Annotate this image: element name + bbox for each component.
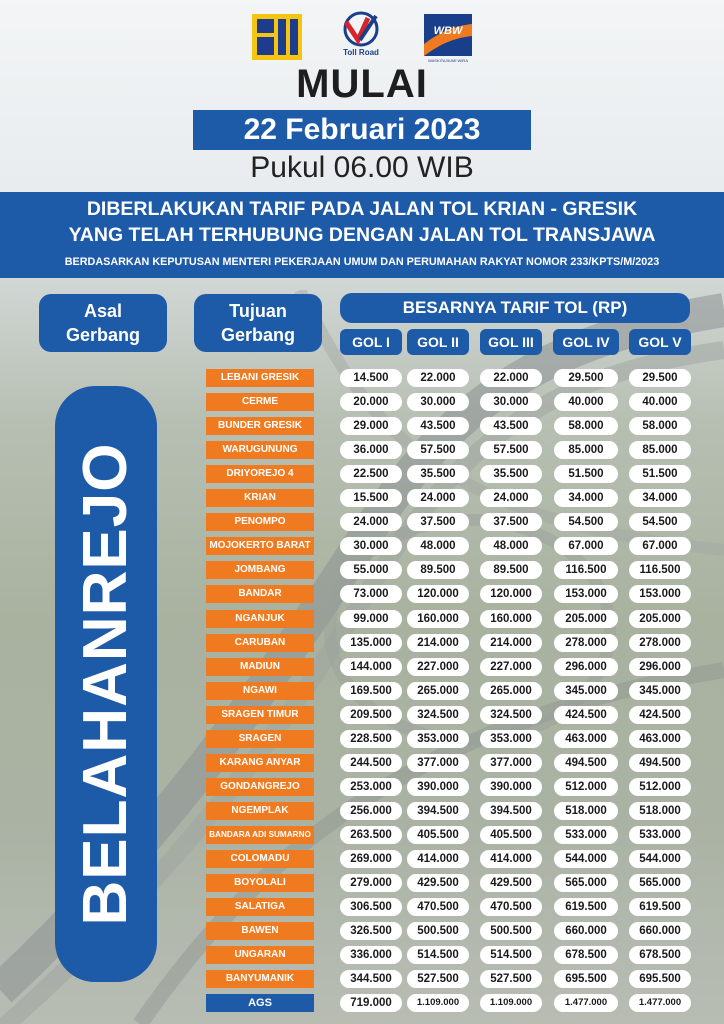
tariff-gol-2: 470.500 (407, 898, 469, 916)
header-tujuan-line1: Tujuan (229, 301, 287, 321)
tariff-gol-3: 30.000 (480, 393, 542, 411)
start-time: Pukul 06.00 WIB (250, 151, 474, 184)
tariff-gol-5: 34.000 (629, 489, 691, 507)
toll-road-label: Toll Road (343, 48, 379, 57)
tariff-gol-2: 527.500 (407, 970, 469, 988)
header-tujuan-line2: Gerbang (220, 325, 295, 345)
banner-decree: BERDASARKAN KEPUTUSAN MENTERI PEKERJAAN UMUM DAN PERUMAHAN RAKYAT NOMOR 233/KPTS/M/2023 (64, 256, 660, 268)
tariff-gol-5: 660.000 (629, 922, 691, 940)
tariff-gol-3: 265.000 (480, 682, 542, 700)
destination-gate: NGAWI (206, 682, 314, 700)
tariff-gol-4: 1.477.000 (554, 994, 618, 1012)
destination-gate: LEBANI GRESIK (206, 369, 314, 387)
tariff-gol-2: 405.500 (407, 826, 469, 844)
tariff-gol-1: 263.500 (340, 826, 402, 844)
destination-gate: CERME (206, 393, 314, 411)
tariff-gol-4: 205.000 (554, 610, 618, 628)
tariff-gol-4: 58.000 (554, 417, 618, 435)
tariff-gol-4: 660.000 (554, 922, 618, 940)
tariff-gol-4: 345.000 (554, 682, 618, 700)
header-gol-2: GOL II (407, 329, 469, 355)
header-asal-line2: Gerbang (65, 325, 140, 345)
tariff-gol-4: 34.000 (554, 489, 618, 507)
tariff-gol-3: 500.500 (480, 922, 542, 940)
tariff-gol-3: 214.000 (480, 634, 542, 652)
pupr-logo-icon (252, 14, 302, 60)
tariff-gol-5: 678.500 (629, 946, 691, 964)
tariff-gol-5: 619.500 (629, 898, 691, 916)
tariff-gol-3: 160.000 (480, 610, 542, 628)
tariff-gol-5: 695.500 (629, 970, 691, 988)
tariff-gol-5: 565.000 (629, 874, 691, 892)
tariff-gol-3: 429.500 (480, 874, 542, 892)
tariff-gol-4: 278.000 (554, 634, 618, 652)
tariff-gol-3: 390.000 (480, 778, 542, 796)
tariff-gol-4: 116.500 (554, 561, 618, 579)
tariff-gol-2: 429.500 (407, 874, 469, 892)
tariff-gol-3: 414.000 (480, 850, 542, 868)
tariff-gol-2: 24.000 (407, 489, 469, 507)
destination-gate: COLOMADU (206, 850, 314, 868)
header-besarnya-tarif: BESARNYA TARIF TOL (RP) (340, 293, 690, 323)
destination-gate: WARUGUNUNG (206, 441, 314, 459)
tariff-gol-5: 54.500 (629, 513, 691, 531)
tariff-gol-1: 135.000 (340, 634, 402, 652)
tariff-gol-5: 40.000 (629, 393, 691, 411)
tariff-gol-5: 512.000 (629, 778, 691, 796)
tariff-gol-3: 514.500 (480, 946, 542, 964)
destination-gate: JOMBANG (206, 561, 314, 579)
tariff-gol-5: 278.000 (629, 634, 691, 652)
tariff-gol-4: 512.000 (554, 778, 618, 796)
destination-gate: BANDAR (206, 585, 314, 603)
toll-road-logo-icon (338, 10, 384, 48)
tariff-gol-2: 37.500 (407, 513, 469, 531)
tariff-gol-5: 205.000 (629, 610, 691, 628)
tariff-gol-2: 500.500 (407, 922, 469, 940)
tariff-gol-3: 527.500 (480, 970, 542, 988)
destination-gate: PENOMPO (206, 513, 314, 531)
header-tujuan-gerbang (194, 294, 322, 352)
tariff-gol-5: 345.000 (629, 682, 691, 700)
tariff-gol-5: 533.000 (629, 826, 691, 844)
tariff-gol-3: 57.500 (480, 441, 542, 459)
tariff-gol-5: 463.000 (629, 730, 691, 748)
tariff-gol-4: 153.000 (554, 585, 618, 603)
tariff-gol-2: 57.500 (407, 441, 469, 459)
tariff-gol-4: 518.000 (554, 802, 618, 820)
tariff-gol-4: 533.000 (554, 826, 618, 844)
tariff-gol-2: 89.500 (407, 561, 469, 579)
tariff-gol-3: 89.500 (480, 561, 542, 579)
tariff-gol-3: 22.000 (480, 369, 542, 387)
tariff-gol-5: 116.500 (629, 561, 691, 579)
tariff-gol-1: 29.000 (340, 417, 402, 435)
header-asal-gerbang (39, 294, 167, 352)
tariff-gol-5: 51.500 (629, 465, 691, 483)
tariff-gol-2: 160.000 (407, 610, 469, 628)
tariff-gol-4: 424.500 (554, 706, 618, 724)
destination-gate: KARANG ANYAR (206, 754, 314, 772)
destination-gate: GONDANGREJO (206, 778, 314, 796)
tariff-gol-3: 405.500 (480, 826, 542, 844)
destination-gate: BANYUMANIK (206, 970, 314, 988)
tariff-gol-2: 324.500 (407, 706, 469, 724)
tariff-gol-3: 37.500 (480, 513, 542, 531)
tariff-gol-1: 22.500 (340, 465, 402, 483)
wbw-label: WASKITA BUMI WIRA (427, 58, 468, 63)
wbw-logo-icon (424, 14, 472, 56)
tariff-gol-3: 394.500 (480, 802, 542, 820)
header-gol-1: GOL I (340, 329, 402, 355)
tariff-gol-5: 296.000 (629, 658, 691, 676)
tariff-gol-3: 470.500 (480, 898, 542, 916)
tariff-gol-1: 279.000 (340, 874, 402, 892)
tariff-gol-1: 719.000 (340, 994, 402, 1012)
logo-bar (0, 10, 724, 63)
tariff-gol-1: 14.500 (340, 369, 402, 387)
tariff-gol-3: 1.109.000 (480, 994, 542, 1012)
tariff-gol-3: 324.500 (480, 706, 542, 724)
destination-gate: BAWEN (206, 922, 314, 940)
tariff-gol-2: 377.000 (407, 754, 469, 772)
tariff-gol-3: 35.500 (480, 465, 542, 483)
tariff-gol-5: 544.000 (629, 850, 691, 868)
destination-gate: BOYOLALI (206, 874, 314, 892)
tariff-gol-1: 336.000 (340, 946, 402, 964)
tariff-gol-4: 678.500 (554, 946, 618, 964)
tariff-gol-1: 269.000 (340, 850, 402, 868)
tariff-gol-5: 85.000 (629, 441, 691, 459)
tariff-gol-2: 43.500 (407, 417, 469, 435)
tariff-gol-3: 227.000 (480, 658, 542, 676)
tariff-gol-1: 256.000 (340, 802, 402, 820)
tariff-gol-1: 24.000 (340, 513, 402, 531)
svg-text:WBW: WBW (433, 25, 463, 37)
tariff-gol-4: 51.500 (554, 465, 618, 483)
tariff-gol-3: 24.000 (480, 489, 542, 507)
destination-gate: NGEMPLAK (206, 802, 314, 820)
tariff-gol-2: 214.000 (407, 634, 469, 652)
destination-gate: CARUBAN (206, 634, 314, 652)
toll-road-logo (338, 10, 384, 62)
tariff-gol-2: 227.000 (407, 658, 469, 676)
tariff-gol-4: 296.000 (554, 658, 618, 676)
tariff-gol-1: 144.000 (340, 658, 402, 676)
tariff-gol-4: 85.000 (554, 441, 618, 459)
tariff-gol-1: 20.000 (340, 393, 402, 411)
tariff-gol-4: 544.000 (554, 850, 618, 868)
tariff-gol-1: 99.000 (340, 610, 402, 628)
tariff-gol-1: 253.000 (340, 778, 402, 796)
tariff-gol-2: 48.000 (407, 537, 469, 555)
tariff-gol-1: 326.500 (340, 922, 402, 940)
origin-gate-name: BELAHANREJO (71, 442, 140, 926)
tariff-gol-1: 306.500 (340, 898, 402, 916)
tariff-gol-1: 73.000 (340, 585, 402, 603)
tariff-gol-3: 377.000 (480, 754, 542, 772)
wbw-logo (424, 14, 472, 64)
start-date: 22 Februari 2023 (193, 110, 531, 150)
tariff-gol-1: 30.000 (340, 537, 402, 555)
tariff-gol-2: 35.500 (407, 465, 469, 483)
tariff-gol-4: 67.000 (554, 537, 618, 555)
destination-gate: NGANJUK (206, 610, 314, 628)
tariff-gol-2: 120.000 (407, 585, 469, 603)
destination-gate: MOJOKERTO BARAT (206, 537, 314, 555)
destination-gate: UNGARAN (206, 946, 314, 964)
tariff-gol-3: 353.000 (480, 730, 542, 748)
tariff-gol-5: 1.477.000 (629, 994, 691, 1012)
destination-gate: AGS (206, 994, 314, 1012)
tariff-gol-1: 15.500 (340, 489, 402, 507)
destination-gate: SRAGEN (206, 730, 314, 748)
tariff-gol-5: 67.000 (629, 537, 691, 555)
tariff-gol-1: 209.500 (340, 706, 402, 724)
tariff-gol-3: 120.000 (480, 585, 542, 603)
tariff-gol-2: 265.000 (407, 682, 469, 700)
tariff-gol-1: 36.000 (340, 441, 402, 459)
tariff-gol-5: 153.000 (629, 585, 691, 603)
tariff-gol-4: 40.000 (554, 393, 618, 411)
banner-line-1: DIBERLAKUKAN TARIF PADA JALAN TOL KRIAN - GRESIK (86, 198, 638, 220)
header-gol-3: GOL III (480, 329, 542, 355)
tariff-gol-5: 494.500 (629, 754, 691, 772)
destination-gate: MADIUN (206, 658, 314, 676)
header-gol-5: GOL V (629, 329, 691, 355)
destination-gate: SRAGEN TIMUR (206, 706, 314, 724)
tariff-gol-3: 43.500 (480, 417, 542, 435)
destination-gate: DRIYOREJO 4 (206, 465, 314, 483)
tariff-gol-2: 390.000 (407, 778, 469, 796)
tariff-gol-5: 29.500 (629, 369, 691, 387)
origin-gate-panel (55, 386, 157, 982)
destination-gate: SALATIGA (206, 898, 314, 916)
destination-gate: BANDARA ADI SUMARNO (206, 826, 314, 844)
tariff-gol-4: 565.000 (554, 874, 618, 892)
tariff-gol-2: 1.109.000 (407, 994, 469, 1012)
tariff-gol-1: 228.500 (340, 730, 402, 748)
tariff-gol-4: 494.500 (554, 754, 618, 772)
destination-gate: BUNDER GRESIK (206, 417, 314, 435)
tariff-gol-2: 30.000 (407, 393, 469, 411)
tariff-gol-2: 414.000 (407, 850, 469, 868)
tariff-gol-2: 353.000 (407, 730, 469, 748)
mulai-heading: MULAI (296, 62, 428, 106)
tariff-gol-5: 58.000 (629, 417, 691, 435)
header-asal-line1: Asal (83, 301, 123, 321)
tariff-gol-4: 54.500 (554, 513, 618, 531)
tariff-gol-4: 29.500 (554, 369, 618, 387)
tariff-gol-1: 344.500 (340, 970, 402, 988)
tariff-gol-1: 55.000 (340, 561, 402, 579)
header-gol-4: GOL IV (553, 329, 619, 355)
tariff-gol-4: 619.500 (554, 898, 618, 916)
tariff-gol-5: 518.000 (629, 802, 691, 820)
tariff-gol-2: 22.000 (407, 369, 469, 387)
tariff-gol-2: 514.500 (407, 946, 469, 964)
tariff-gol-5: 424.500 (629, 706, 691, 724)
tariff-gol-2: 394.500 (407, 802, 469, 820)
destination-gate: KRIAN (206, 489, 314, 507)
announcement-banner (0, 192, 724, 278)
tariff-gol-4: 695.500 (554, 970, 618, 988)
tariff-gol-1: 244.500 (340, 754, 402, 772)
tariff-gol-3: 48.000 (480, 537, 542, 555)
tariff-gol-4: 463.000 (554, 730, 618, 748)
tariff-gol-1: 169.500 (340, 682, 402, 700)
banner-line-2: YANG TELAH TERHUBUNG DENGAN JALAN TOL TRANSJAWA (68, 224, 656, 246)
